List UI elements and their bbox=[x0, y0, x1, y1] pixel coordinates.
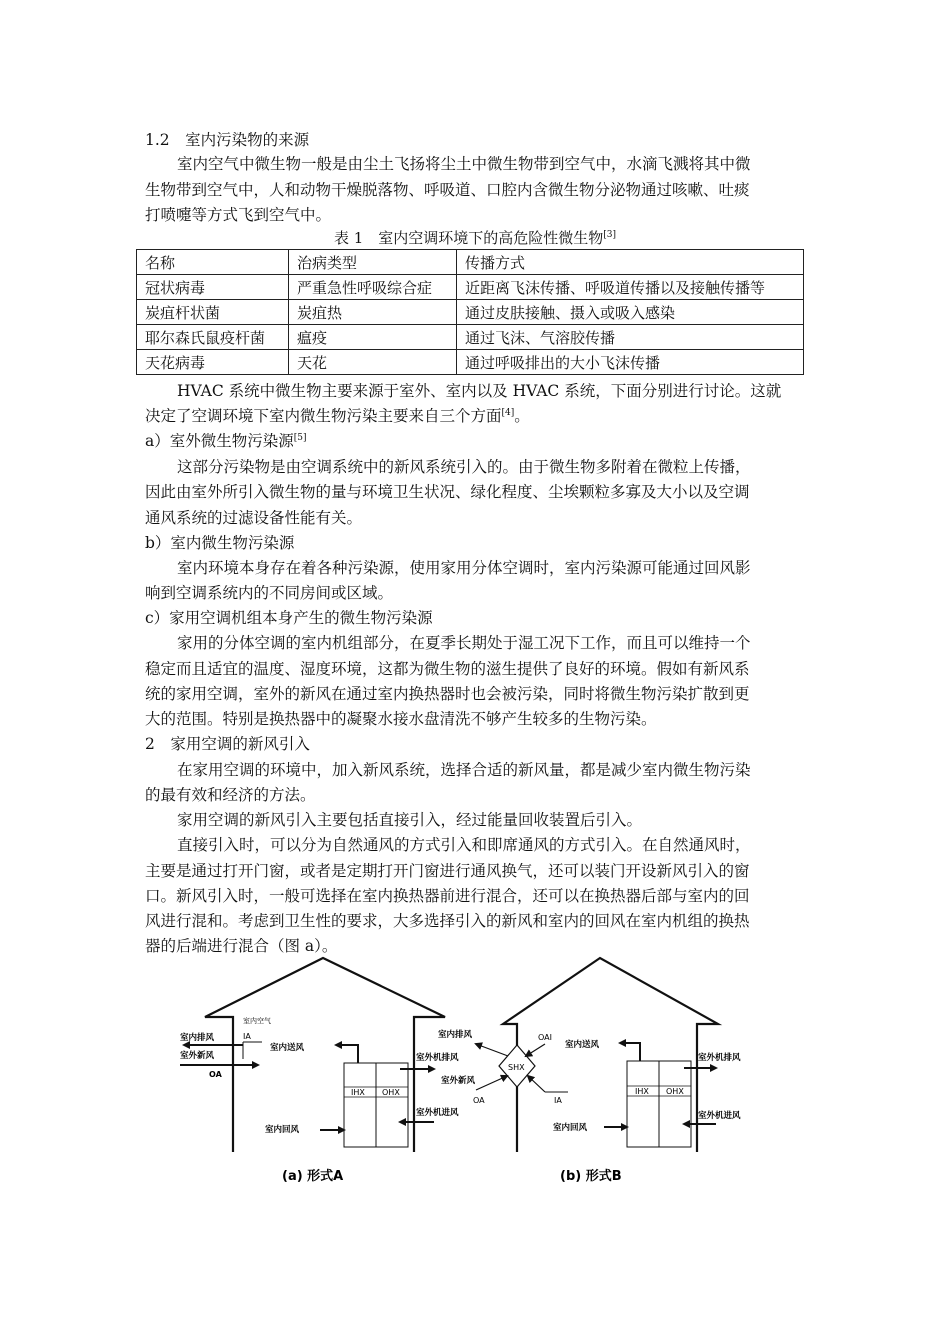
paragraph-line: 的最有效和经济的方法。 bbox=[145, 786, 316, 804]
table-header-cell: 治病类型 bbox=[289, 250, 457, 275]
table-cell: 通过呼吸排出的大小飞沫传播 bbox=[457, 350, 804, 375]
house-a-outdoor-fresh-label: 室外新风 bbox=[180, 1051, 215, 1061]
table-cell: 冠状病毒 bbox=[137, 275, 289, 300]
paragraph-line: 家用空调的新风引入主要包括直接引入，经过能量回收装置后引入。 bbox=[177, 811, 643, 829]
house-b-shx-label: SHX bbox=[508, 1063, 525, 1072]
subsection-heading: c）家用空调机组本身产生的微生物污染源 bbox=[145, 609, 433, 627]
paragraph-line: 器的后端进行混合（图 a）。 bbox=[145, 937, 338, 955]
section-heading: 2 家用空调的新风引入 bbox=[145, 735, 310, 753]
paragraph-line: 这部分污染物是由空调系统中的新风系统引入的。由于微生物多附着在微粒上传播， bbox=[177, 458, 751, 476]
house-a-ihx-label: IHX bbox=[351, 1088, 365, 1097]
table-cell: 严重急性呼吸综合症 bbox=[289, 275, 457, 300]
house-b-oai-arrow bbox=[526, 1044, 545, 1056]
paragraph-line: 通风系统的过滤设备性能有关。 bbox=[145, 509, 363, 527]
house-b-indoor-return-label: 室内回风 bbox=[553, 1123, 588, 1133]
microbe-table bbox=[136, 249, 804, 375]
house-a-supply-arrow bbox=[336, 1045, 358, 1063]
paragraph-line: 打喷嚏等方式飞到空气中。 bbox=[145, 206, 332, 224]
table-cell: 通过飞沫、气溶胶传播 bbox=[457, 325, 804, 350]
paragraph-line: 直接引入时，可以分为自然通风的方式引入和即席通风的方式引入。在自然通风时， bbox=[177, 836, 751, 854]
table-row bbox=[137, 350, 804, 375]
house-b-ihx-label: IHX bbox=[635, 1087, 649, 1096]
subsection-heading: b）室内微生物污染源 bbox=[145, 534, 295, 552]
house-b-ohx-label: OHX bbox=[666, 1087, 684, 1096]
paragraph-line: 稳定而且适宜的温度、湿度环境，这都为微生物的滋生提供了良好的环境。假如有新风系 bbox=[145, 660, 750, 678]
paragraph-line: 风进行混和。考虑到卫生性的要求，大多选择引入的新风和室内的回风在室内机组的换热 bbox=[145, 912, 750, 930]
table-header-cell: 名称 bbox=[137, 250, 289, 275]
house-a-indoor-exhaust-label: 室内排风 bbox=[180, 1033, 215, 1043]
house-a-outdoor-unit-intake-label: 室外机进风 bbox=[416, 1108, 459, 1118]
table-cell: 耶尔森氏鼠疫杆菌 bbox=[137, 325, 289, 350]
paragraph-line: 生物带到空气中，人和动物干燥脱落物、呼吸道、口腔内含微生物分泌物通过咳嗽、吐痰 bbox=[145, 181, 750, 199]
house-b-indoor-exhaust-label: 室内排风 bbox=[438, 1030, 473, 1040]
paragraph-line: HVAC 系统中微生物主要来源于室外、室内以及 HVAC 系统，下面分别进行讨论。这就 bbox=[177, 382, 782, 400]
table-header-row bbox=[137, 250, 804, 275]
paragraph-line: 决定了空调环境下室内微生物污染主要来自三个方面[4]。 bbox=[145, 407, 530, 425]
figure-caption-b: (b) 形式B bbox=[560, 1169, 622, 1184]
paragraph-line: 主要是通过打开门窗，或者是定期打开门窗进行通风换气，还可以装门开设新风引入的窗 bbox=[145, 862, 750, 880]
table-cell: 天花病毒 bbox=[137, 350, 289, 375]
paragraph-line: 口。新风引入时，一般可选择在室内换热器前进行混合，还可以在换热器后部与室内的回 bbox=[145, 887, 750, 905]
paragraph-line: 家用的分体空调的室内机组部分，在夏季长期处于湿工况下工作，而且可以维持一个 bbox=[177, 634, 751, 652]
house-a-ohx-label: OHX bbox=[382, 1088, 400, 1097]
table-cell: 炭疽热 bbox=[289, 300, 457, 325]
house-a-ia-label: IA bbox=[243, 1032, 251, 1041]
house-a-outdoor-unit-exhaust-label: 室外机排风 bbox=[416, 1053, 459, 1063]
paragraph-line: 大的范围。特别是换热器中的凝聚水接水盘清洗不够产生较多的生物污染。 bbox=[145, 710, 657, 728]
house-b-outdoor-fresh-label: 室外新风 bbox=[441, 1076, 476, 1086]
paragraph-line: 室内环境本身存在着各种污染源，使用家用分体空调时，室内污染源可能通过回风影 bbox=[177, 559, 751, 577]
ventilation-figure bbox=[0, 950, 950, 1200]
house-a-indoor-air-label: 室内空气 bbox=[243, 1017, 271, 1025]
house-a-diagram bbox=[180, 958, 459, 1184]
house-b-outdoor-fresh-arrow bbox=[476, 1076, 507, 1090]
table-header-cell: 传播方式 bbox=[457, 250, 804, 275]
paragraph-line: 统的家用空调，室外的新风在通过室内换热器时也会被污染，同时将微生物污染扩散到更 bbox=[145, 685, 750, 703]
table-cell: 通过皮肤接触、摄入或吸入感染 bbox=[457, 300, 804, 325]
subsection-heading: a）室外微生物污染源[5] bbox=[145, 432, 307, 450]
paragraph-line: 因此由室外所引入微生物的量与环境卫生状况、绿化程度、尘埃颗粒多寡及大小以及空调 bbox=[145, 483, 750, 501]
table-row bbox=[137, 300, 804, 325]
house-b-ia-label: IA bbox=[554, 1096, 562, 1105]
house-b-outdoor-unit-intake-label: 室外机进风 bbox=[698, 1111, 741, 1121]
house-b-indoor-exhaust-arrow bbox=[476, 1044, 508, 1056]
table-cell: 近距离飞沫传播、呼吸道传播以及接触传播等 bbox=[457, 275, 804, 300]
table-row bbox=[137, 275, 804, 300]
table-cell: 瘟疫 bbox=[289, 325, 457, 350]
table-caption: 表 1 室内空调环境下的高危险性微生物[3] bbox=[333, 229, 617, 247]
house-a-indoor-return-label: 室内回风 bbox=[265, 1125, 300, 1135]
paragraph-line: 响到空调系统内的不同房间或区域。 bbox=[145, 584, 394, 602]
table-row bbox=[137, 325, 804, 350]
house-b-oai-label: OAI bbox=[538, 1033, 552, 1042]
house-b-outdoor-unit-exhaust-label: 室外机排风 bbox=[698, 1053, 741, 1063]
paragraph-line: 室内空气中微生物一般是由尘土飞扬将尘土中微生物带到空气中，水滴飞溅将其中微 bbox=[177, 155, 751, 173]
house-a-oa-label: OA bbox=[209, 1070, 222, 1079]
house-b-supply-arrow bbox=[620, 1043, 640, 1061]
table-cell: 天花 bbox=[289, 350, 457, 375]
house-b-indoor-supply-label: 室内送风 bbox=[565, 1040, 600, 1050]
house-b-oa-label: OA bbox=[473, 1096, 485, 1105]
house-b-diagram bbox=[438, 958, 741, 1184]
house-a-indoor-supply-label: 室内送风 bbox=[270, 1043, 305, 1053]
figure-caption-a: (a) 形式A bbox=[282, 1169, 344, 1184]
section-heading: 1.2 室内污染物的来源 bbox=[145, 131, 310, 149]
paragraph-line: 在家用空调的环境中，加入新风系统，选择合适的新风量，都是减少室内微生物污染 bbox=[177, 761, 751, 779]
table-cell: 炭疽杆状菌 bbox=[137, 300, 289, 325]
